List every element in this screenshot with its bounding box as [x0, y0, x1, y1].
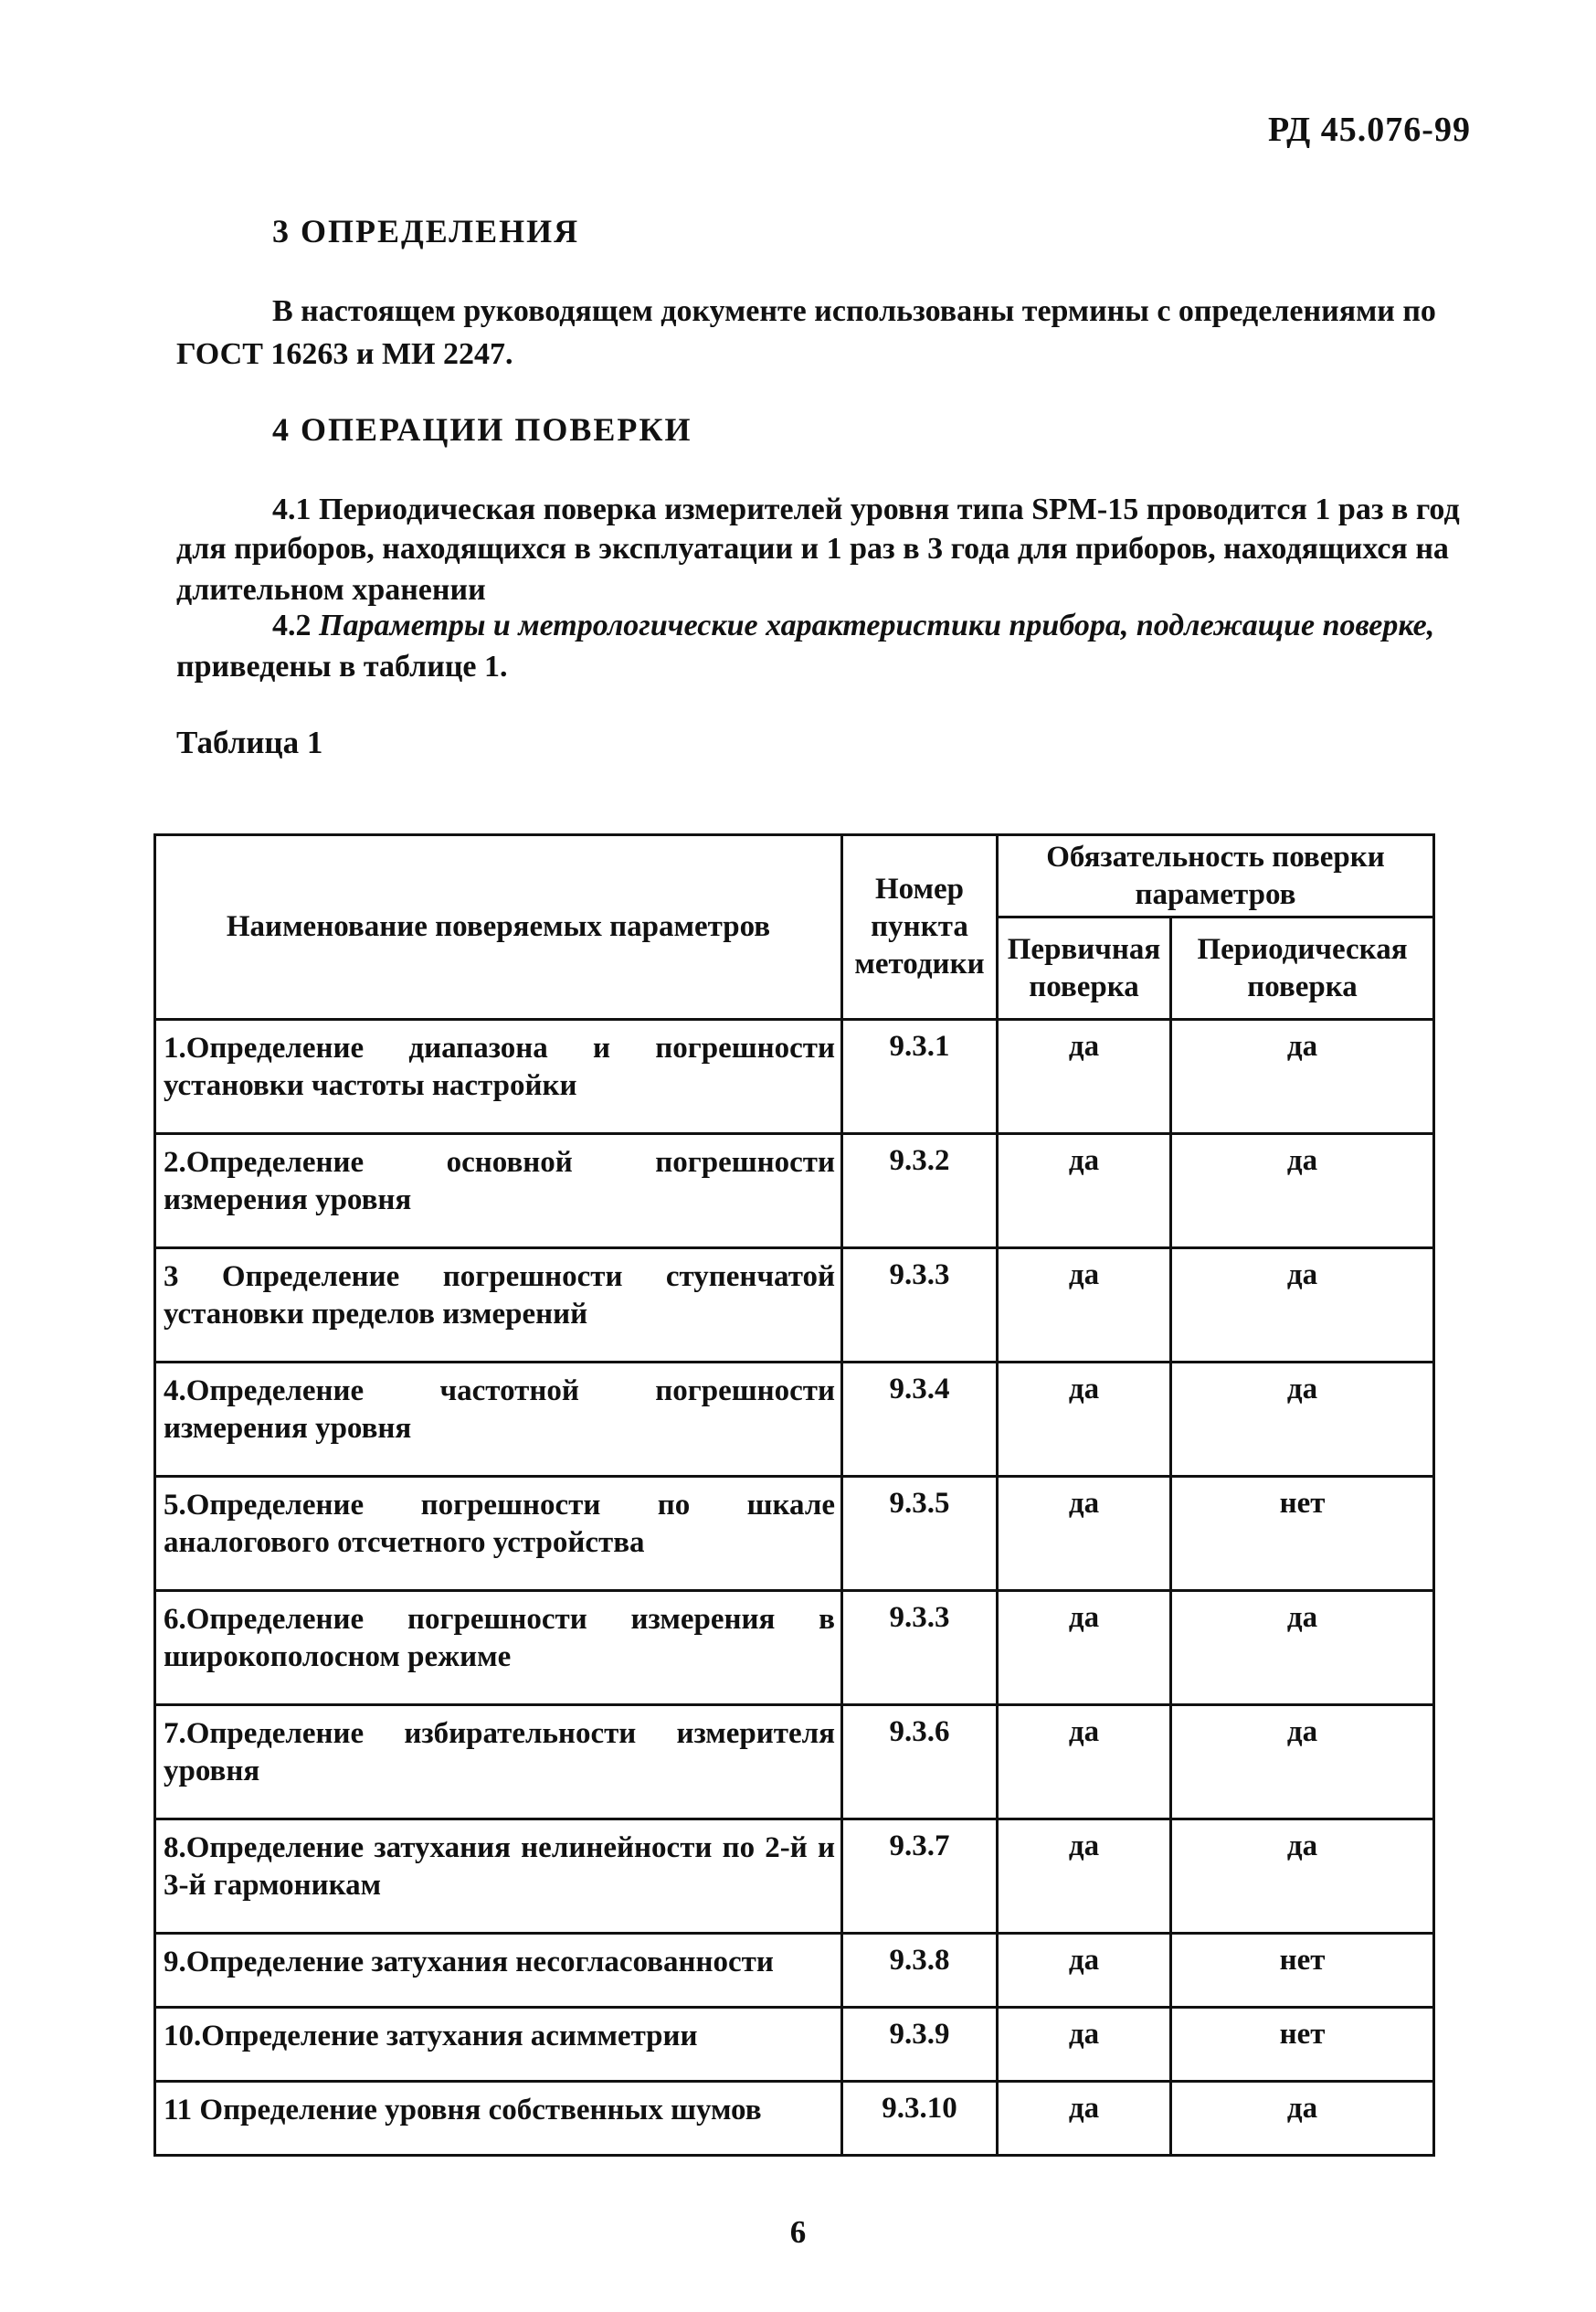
periodic-value: да: [1171, 1134, 1434, 1248]
table-row: [155, 2008, 1434, 2082]
table-row: [155, 1248, 1434, 1363]
periodic-value: да: [1171, 1248, 1434, 1363]
table-caption: Таблица 1: [176, 725, 323, 760]
table-row: [155, 1591, 1434, 1705]
periodic-value: да: [1171, 2082, 1434, 2156]
header-method-point: Номер пункта методики: [842, 835, 998, 1020]
method-point: 9.3.8: [842, 1934, 998, 2008]
periodic-value: нет: [1171, 1477, 1434, 1591]
parameter-name: 6.Определение погрешности измерения в широкополосном режиме: [155, 1591, 842, 1705]
section-4-title: 4 ОПЕРАЦИИ ПОВЕРКИ: [272, 411, 692, 448]
periodic-value: да: [1171, 1363, 1434, 1477]
section-4-2-line-1: [272, 605, 1478, 646]
method-point: 9.3.5: [842, 1477, 998, 1591]
section-3-line-1: В настоящем руководящем документе использованы термины с определениями по: [272, 294, 1436, 328]
section-4-2-italic-text: Параметры и метрологические характеристики прибора, подлежащие поверке,: [319, 609, 1435, 642]
method-point: 9.3.3: [842, 1248, 998, 1363]
method-point: 9.3.1: [842, 1020, 998, 1134]
header-periodic: Периодическая поверка: [1171, 917, 1434, 1020]
periodic-value: нет: [1171, 2008, 1434, 2082]
primary-value: да: [998, 1020, 1171, 1134]
parameter-name: 9.Определение затухания несогласованности: [155, 1934, 842, 2008]
periodic-value: да: [1171, 1819, 1434, 1934]
primary-value: да: [998, 1705, 1171, 1819]
table-row: [155, 1934, 1434, 2008]
document-code: РД 45.076-99: [1268, 111, 1471, 149]
table-row: [155, 1819, 1434, 1934]
primary-value: да: [998, 2082, 1171, 2156]
section-3-title: 3 ОПРЕДЕЛЕНИЯ: [272, 213, 580, 249]
parameter-name: 7.Определение избирательности измерителя уровня: [155, 1705, 842, 1819]
primary-value: да: [998, 1134, 1171, 1248]
primary-value: да: [998, 1819, 1171, 1934]
header-parameter-name: Наименование поверяемых параметров: [155, 835, 842, 1020]
section-4-1-line-3: длительном хранении: [176, 573, 486, 607]
method-point: 9.3.7: [842, 1819, 998, 1934]
method-point: 9.3.2: [842, 1134, 998, 1248]
table-row: [155, 1020, 1434, 1134]
method-point: 9.3.6: [842, 1705, 998, 1819]
primary-value: да: [998, 1934, 1171, 2008]
method-point: 9.3.3: [842, 1591, 998, 1705]
table-row: [155, 1477, 1434, 1591]
parameter-name: 2.Определение основной погрешности измерения уровня: [155, 1134, 842, 1248]
header-obligation: Обязательность поверки параметров: [998, 835, 1434, 917]
parameter-name: 8.Определение затухания нелинейности по 2-й и 3-й гармоникам: [155, 1819, 842, 1934]
primary-value: да: [998, 1591, 1171, 1705]
table-row: [155, 1134, 1434, 1248]
periodic-value: нет: [1171, 1934, 1434, 2008]
section-3-line-2: ГОСТ 16263 и МИ 2247.: [176, 337, 513, 371]
parameter-name: 3 Определение погрешности ступенчатой установки пределов измерений: [155, 1248, 842, 1363]
header-primary: Первичная поверка: [998, 917, 1171, 1020]
periodic-value: да: [1171, 1020, 1434, 1134]
verification-table: [153, 833, 1435, 2157]
periodic-value: да: [1171, 1591, 1434, 1705]
section-4-1-line-2: для приборов, находящихся в эксплуатации и 1 раз в 3 года для приборов, находящихся на: [176, 532, 1449, 566]
primary-value: да: [998, 1248, 1171, 1363]
method-point: 9.3.10: [842, 2082, 998, 2156]
parameter-name: 10.Определение затухания асимметрии: [155, 2008, 842, 2082]
parameter-name: 4.Определение частотной погрешности измерения уровня: [155, 1363, 842, 1477]
primary-value: да: [998, 2008, 1171, 2082]
section-4-1-line-1: 4.1 Периодическая поверка измерителей уровня типа SPM-15 проводится 1 раз в год: [272, 493, 1460, 526]
primary-value: да: [998, 1477, 1171, 1591]
parameter-name: 1.Определение диапазона и погрешности установки частоты настройки: [155, 1020, 842, 1134]
table-row: [155, 2082, 1434, 2156]
table-row: [155, 1705, 1434, 1819]
section-4-2-line-2: приведены в таблице 1.: [176, 650, 508, 684]
section-4-2-number: 4.2: [272, 609, 312, 642]
method-point: 9.3.4: [842, 1363, 998, 1477]
parameter-name: 11 Определение уровня собственных шумов: [155, 2082, 842, 2156]
primary-value: да: [998, 1363, 1171, 1477]
table-row: [155, 1363, 1434, 1477]
parameter-name: 5.Определение погрешности по шкале аналогового отсчетного устройства: [155, 1477, 842, 1591]
page-number: 6: [789, 2214, 807, 2250]
periodic-value: да: [1171, 1705, 1434, 1819]
method-point: 9.3.9: [842, 2008, 998, 2082]
